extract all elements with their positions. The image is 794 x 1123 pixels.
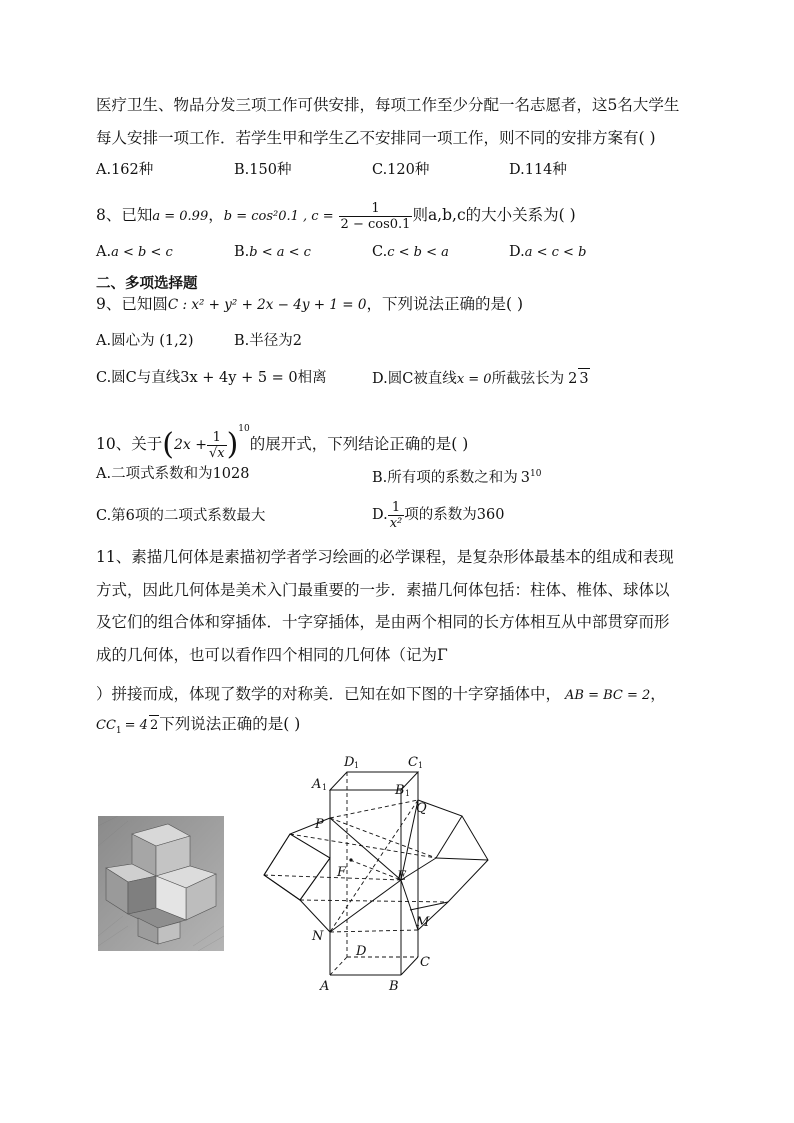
q11-line5-text: ）拼接而成，体现了数学的对称美．已知在如下图的十字穿插体中， xyxy=(96,685,562,703)
label-q: Q xyxy=(416,801,427,816)
q8-option-b xyxy=(234,242,311,263)
q8-option-d-label: D. xyxy=(509,244,525,260)
cross-solid-diagram xyxy=(258,742,508,994)
q10-frac-num: 1 xyxy=(207,430,227,446)
label-c1-sub: 1 xyxy=(418,761,424,770)
label-p: P xyxy=(315,817,324,832)
q8-option-d xyxy=(509,242,586,263)
q8-frac-den: 2 − cos0.1 xyxy=(340,216,411,232)
q10-option-d-den: x² xyxy=(389,515,403,531)
q8-c-fraction xyxy=(339,201,413,232)
q10-fraction xyxy=(207,430,227,461)
q8-a-eq: a = 0.99 xyxy=(152,209,209,224)
q9-option-a: A.圆心为 (1,2) xyxy=(96,333,194,349)
q9-option-c: C.圆C与直线3x + 4y + 5 = 0相离 xyxy=(96,370,327,386)
label-d1-sub: 1 xyxy=(354,761,360,770)
q10-frac-den-var: x xyxy=(217,445,225,461)
q9-option-d-sqrt: 3 xyxy=(578,368,589,389)
label-b1: B xyxy=(395,783,405,798)
q10-option-b-pre: B.所有项的系数之和为 xyxy=(372,469,518,486)
q11-line4: 成的几何体，也可以看作四个相同的几何体（记为Γ xyxy=(96,646,448,664)
label-c1: C xyxy=(408,755,418,770)
q8-option-b-label: B. xyxy=(234,244,250,260)
label-f: F xyxy=(337,865,347,880)
label-a1-sub: 1 xyxy=(322,783,328,792)
q11-cc-eq: = 4 xyxy=(124,718,148,733)
q9-option-d-coef: 2 xyxy=(568,371,578,387)
q9-option-d-mid: 所截弦长为 xyxy=(491,371,565,387)
solid-edges xyxy=(264,772,488,975)
q11-line3: 及它们的组合体和穿插体．十字穿插体，是由两个相同的长方体相互从中部贯穿而形 xyxy=(96,613,670,631)
q9-equation: C : x² + y² + 2x − 4y + 1 = 0 xyxy=(167,297,367,313)
q10-prefix: 10、关于 xyxy=(96,435,163,453)
label-a: A xyxy=(320,979,330,994)
q10-expr: 2x + xyxy=(173,437,207,453)
q8-sep: ， xyxy=(208,206,224,224)
q11-line5-end: ， xyxy=(650,685,666,703)
q7-line2: 每人安排一项工作．若学生甲和学生乙不安排同一项工作，则不同的安排方案有( ) xyxy=(96,129,656,147)
q11-cc-label: CC xyxy=(96,718,116,733)
q10-option-b-exp: 10 xyxy=(530,469,542,479)
q8-option-d-math: a < c < b xyxy=(524,245,587,260)
q10-exponent: 10 xyxy=(238,424,250,434)
q8-option-a-math: a < b < c xyxy=(111,245,173,260)
q9-option-b: B.半径为2 xyxy=(234,333,302,349)
q8-frac-num: 1 xyxy=(339,201,413,217)
section-title: 二、多项选择题 xyxy=(96,275,198,292)
q11-cc-sub: 1 xyxy=(115,726,122,737)
label-e: E xyxy=(397,869,407,884)
q11-line5 xyxy=(96,684,666,706)
q9-stem xyxy=(96,294,523,315)
q9-option-d-line: x = 0 xyxy=(456,372,492,387)
q8-option-a xyxy=(96,242,173,263)
q11-line6-suffix: 下列说法正确的是( ) xyxy=(159,715,301,733)
q8-suffix: 则a,b,c的大小关系为( ) xyxy=(412,206,576,224)
q10-paren-open: ( xyxy=(162,427,174,462)
q10-option-d-fraction xyxy=(388,500,405,531)
q7-option-c: C.120种 xyxy=(372,162,430,178)
q11-line2: 方式，因此几何体是美术入门最重要的一步．素描几何体包括：柱体、椎体、球体以 xyxy=(96,581,670,599)
q10-suffix: 的展开式，下列结论正确的是( ) xyxy=(249,435,469,453)
point-f-dot xyxy=(349,858,352,861)
label-b1-sub: 1 xyxy=(405,789,411,798)
label-c: C xyxy=(420,955,430,970)
q8-option-c-math: c < b < a xyxy=(387,245,449,260)
label-n: N xyxy=(312,929,324,944)
label-a1: A xyxy=(312,777,322,792)
q9-option-d xyxy=(372,368,590,390)
q10-option-d-label: D. xyxy=(372,507,388,523)
sketch-photo xyxy=(98,816,224,951)
label-d1: D xyxy=(344,755,355,770)
q9-prefix: 9、已知圆 xyxy=(96,295,168,313)
q10-option-a: A.二项式系数和为1028 xyxy=(96,466,250,482)
q10-option-b xyxy=(372,464,541,488)
q8-b-eq: b = cos²0.1 , c = xyxy=(223,209,334,224)
q8-stem xyxy=(96,198,576,234)
q8-option-c xyxy=(372,242,449,263)
q11-line6 xyxy=(96,714,300,741)
q7-option-a: A.162种 xyxy=(96,162,154,178)
label-m: M xyxy=(416,915,430,930)
q10-option-d xyxy=(372,497,504,533)
q10-paren-close: ) xyxy=(226,427,239,462)
q8-option-b-math: b < a < c xyxy=(249,245,311,260)
q8-option-c-label: C. xyxy=(372,244,388,260)
q10-frac-den: √x xyxy=(208,445,225,461)
q11-line1: 11、素描几何体是素描初学者学习绘画的必学课程，是复杂形体最基本的组成和表现 xyxy=(96,548,674,566)
q11-line5-math: AB = BC = 2 xyxy=(565,688,651,703)
q8-prefix: 8、已知 xyxy=(96,206,153,224)
q10-stem xyxy=(96,412,468,462)
q10-option-d-text: 项的系数为360 xyxy=(404,507,505,523)
q7-option-d: D.114种 xyxy=(509,162,567,178)
q8-option-a-label: A. xyxy=(96,244,112,260)
q9-suffix: ，下列说法正确的是( ) xyxy=(366,295,523,313)
q10-option-b-base: 3 xyxy=(520,469,530,486)
q7-line1: 医疗卫生、物品分发三项工作可供安排，每项工作至少分配一名志愿者，这5名大学生 xyxy=(96,96,680,114)
label-b: B xyxy=(389,979,399,994)
q9-option-d-pre: D.圆C被直线 xyxy=(372,371,457,387)
label-d: D xyxy=(356,944,367,959)
q7-option-b: B.150种 xyxy=(234,162,292,178)
q11-cc-sqrt: 2 xyxy=(149,715,159,736)
q10-option-c: C.第6项的二项式系数最大 xyxy=(96,508,266,524)
q10-option-d-num: 1 xyxy=(388,500,405,516)
